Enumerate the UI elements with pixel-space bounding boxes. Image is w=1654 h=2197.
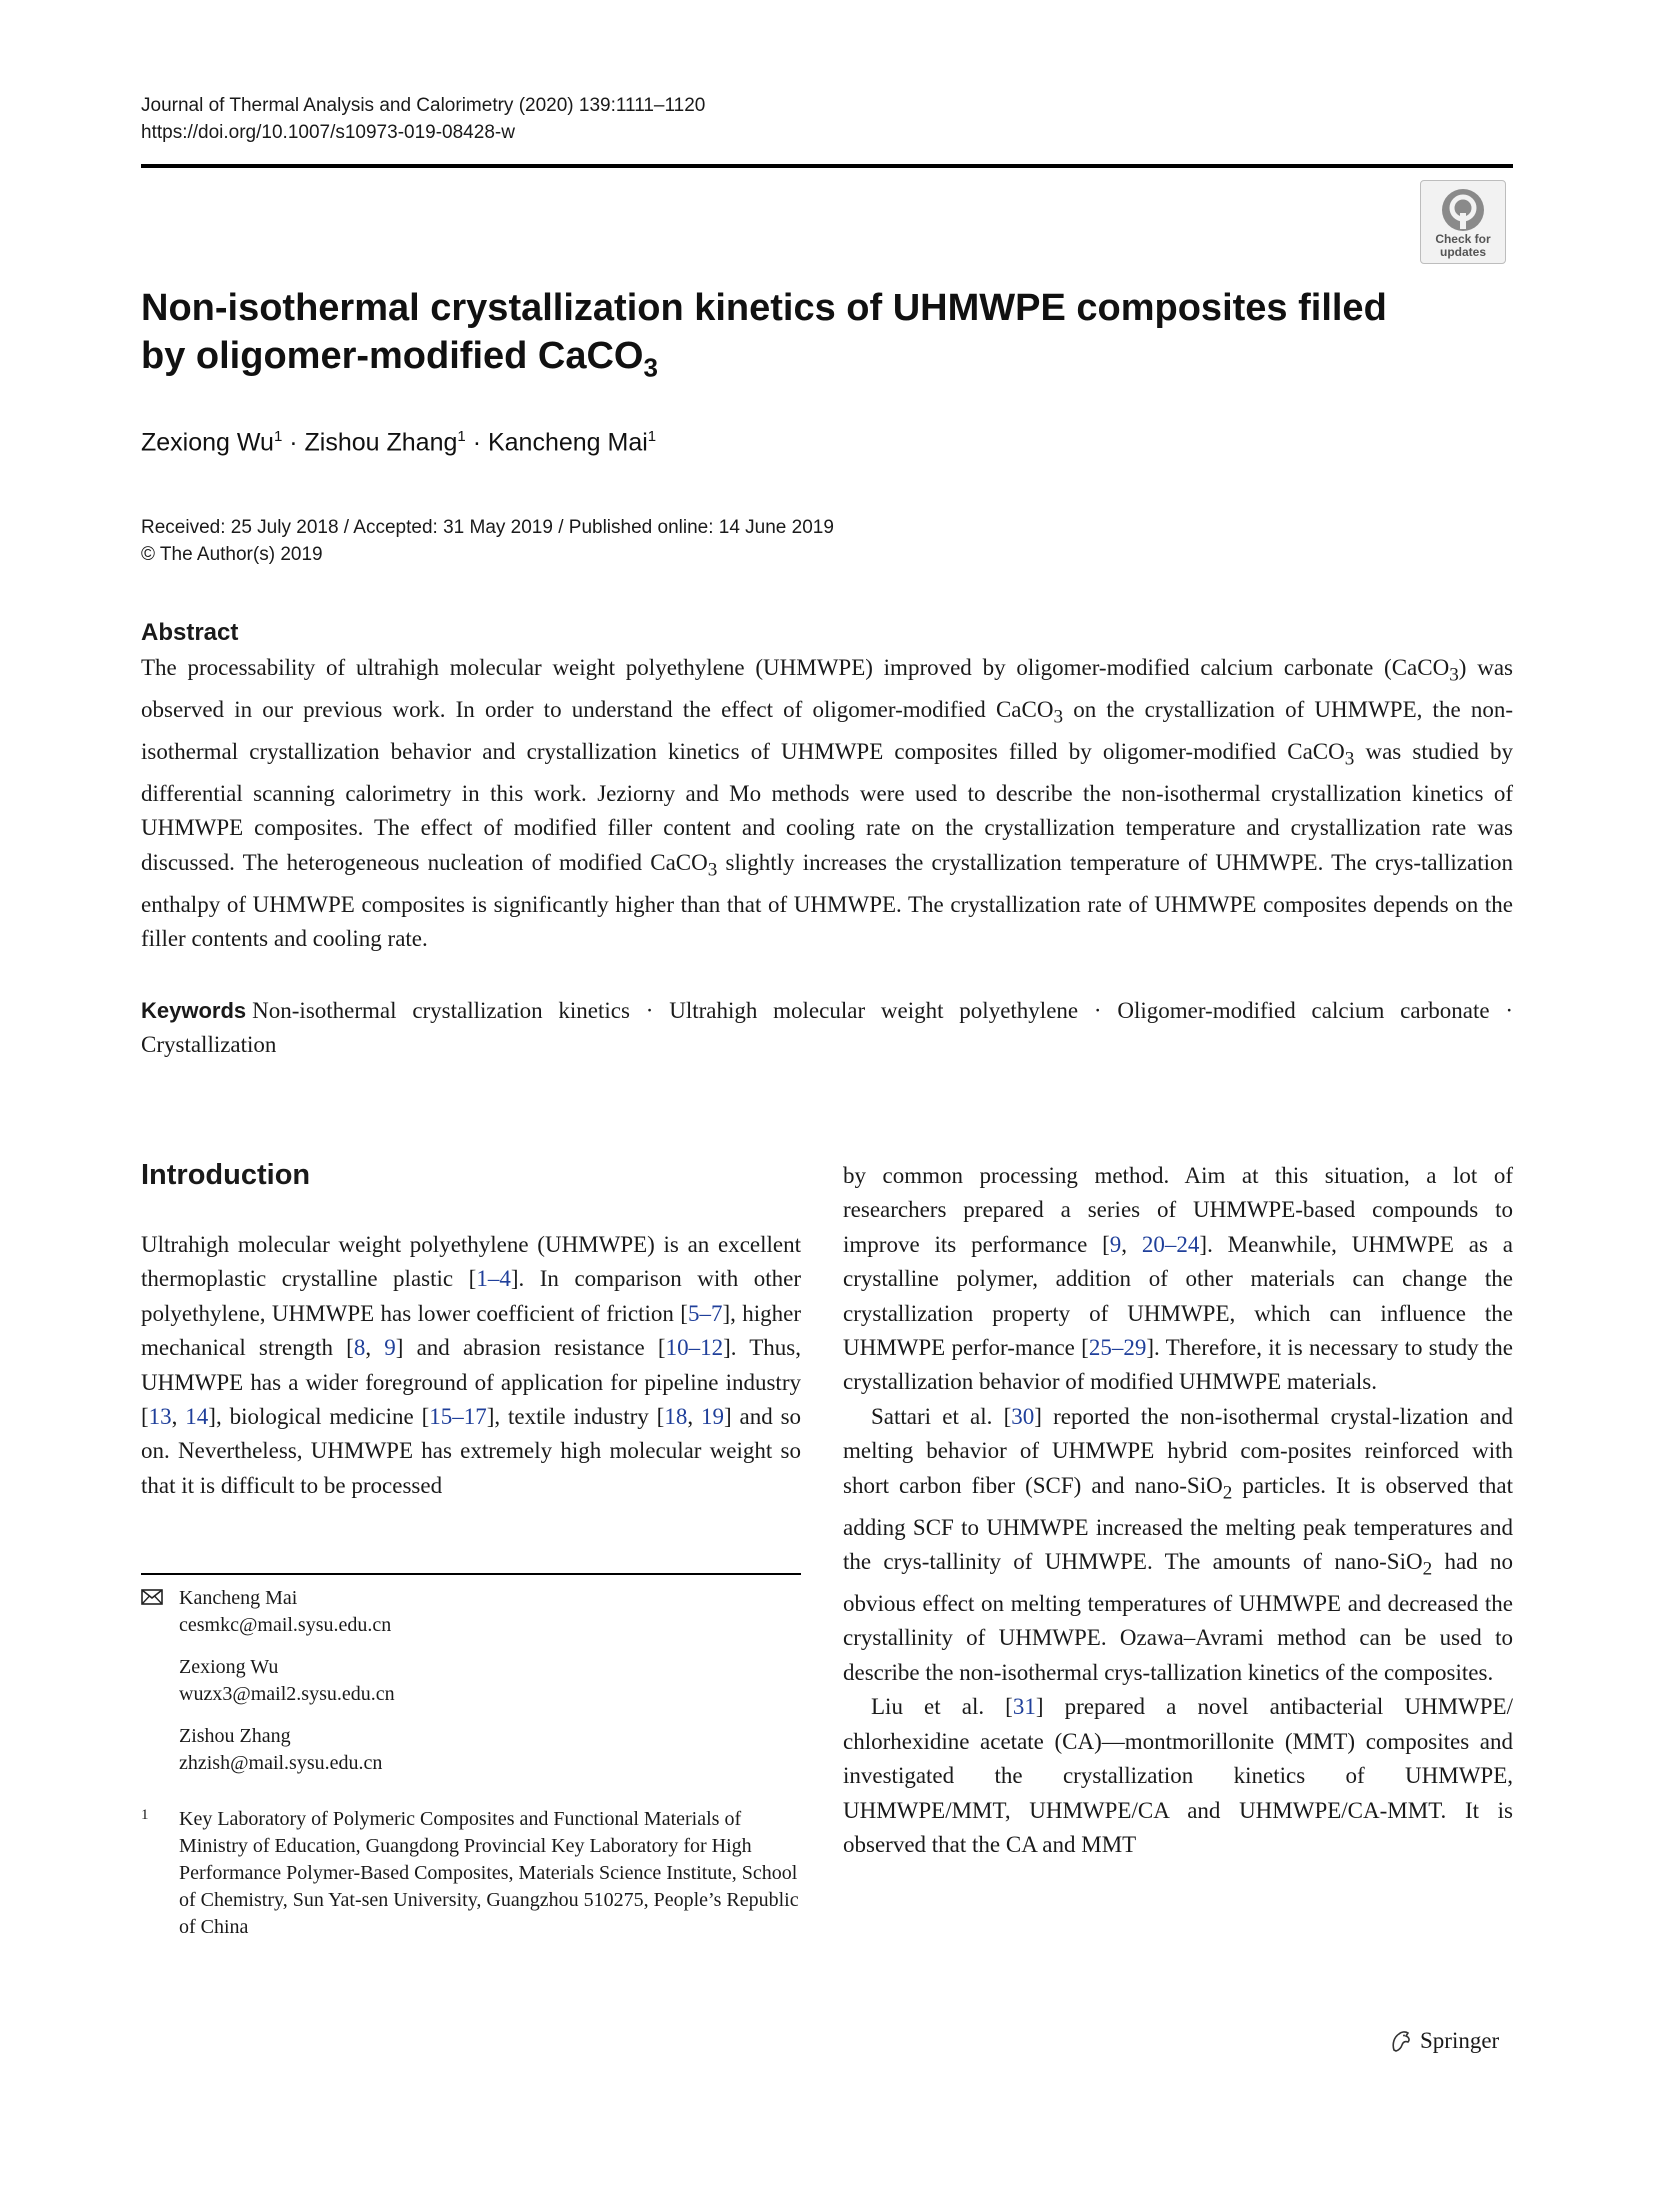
citation-link[interactable]: 25–29 <box>1088 1335 1147 1361</box>
affiliation-footnote <box>141 1806 801 1941</box>
contact-email[interactable]: wuzx3@mail2.sysu.edu.cn <box>179 1683 395 1705</box>
text-run: ], textile industry [ <box>486 1404 665 1430</box>
author-affiliation-mark: 1 <box>273 428 283 445</box>
citation-link[interactable]: 14 <box>185 1404 209 1430</box>
corresponding-contacts <box>141 1585 801 1792</box>
journal-header <box>141 92 705 146</box>
intro-paragraph <box>843 1690 1513 1862</box>
introduction-heading: Introduction <box>141 1159 311 1191</box>
affiliation-number: 1 <box>141 1807 149 1823</box>
text-run: particles. It is observed that adding SCF to UHMWPE increased the melting peak temperatures and the crys-tallinity of UHMWPE. The amounts of nano-SiO <box>843 1472 1513 1575</box>
doi-link[interactable]: https://doi.org/10.1007/s10973-019-08428-w <box>141 122 515 143</box>
text-run: Liu et al. [ <box>871 1694 1013 1720</box>
keywords-label: Keywords <box>141 998 247 1023</box>
citation-link[interactable]: 5–7 <box>687 1300 723 1326</box>
text-run: ] prepared a novel antibacterial UHMWPE/ chlorhexidine acetate (CA)—montmorillonite (MMT) composites and investigated the crystallization kinetics of UHMWPE, UHMWPE/MMT, UHMWPE/CA and UHMWPE/CA-MMT. It is observed that the CA and MMT <box>843 1694 1513 1857</box>
text-run: , <box>171 1404 186 1430</box>
dates-line: Received: 25 July 2018 / Accepted: 31 May 2019 / Published online: 14 June 2019 <box>141 517 834 538</box>
citation-link[interactable]: 19 <box>700 1404 724 1430</box>
citation-link[interactable]: 8 <box>353 1335 366 1361</box>
author-name: Zishou Zhang <box>304 428 458 457</box>
contact-entry <box>141 1654 801 1708</box>
contact-name: Zishou Zhang <box>179 1725 291 1747</box>
text-run: ] and so on. Nevertheless, UHMWPE has extremely high molecular weight so that it is difficult to be processed <box>141 1404 802 1498</box>
contact-entry <box>141 1585 801 1639</box>
citation-link[interactable]: 31 <box>1012 1694 1036 1720</box>
text-run: Sattari et al. [ <box>871 1403 1012 1429</box>
citation-link[interactable]: 18 <box>664 1404 688 1430</box>
citation-link[interactable]: 9 <box>384 1335 396 1361</box>
title-line-2: by oligomer-modified CaCO$_3$ <box>141 335 658 383</box>
text-run: Ultrahigh molecular weight polyethylene (UHMWPE) is an excellent thermoplastic crystalline plastic [ <box>141 1232 801 1292</box>
text-run: ]. Thus, UHMWPE has a wider foreground of application for pipeline industry [ <box>141 1335 802 1430</box>
badge-line-1: Check for <box>1435 232 1491 246</box>
intro-paragraph <box>141 1228 801 1503</box>
crossmark-icon <box>1440 187 1486 233</box>
text-run: ]. Therefore, it is necessary to study the crystallization behavior of modified UHMWPE materials. <box>843 1335 1513 1395</box>
citation-link[interactable]: 20–24 <box>1141 1231 1200 1257</box>
affiliation-text: Key Laboratory of Polymeric Composites and Functional Materials of Ministry of Education, Guangdong Provincial Key Laboratory for High Performance Polymer-Based Composites, Materials Science Institute, School of Chemistry, Sun Yat-sen University, Guangzhou 510275, People’s Republic of China <box>179 1808 799 1938</box>
citation-link[interactable]: 15–17 <box>429 1404 487 1430</box>
badge-line-2: updates <box>1439 245 1486 259</box>
author-name: Kancheng Mai <box>487 428 648 457</box>
text-run: ], biological medicine [ <box>208 1404 430 1430</box>
text-run: ]. In comparison with other polyethylene, UHMWPE has lower coefficient of friction [ <box>141 1266 801 1326</box>
text-run: , <box>1121 1231 1142 1257</box>
envelope-icon <box>141 1589 163 1605</box>
text-run: by common processing method. Aim at this situation, a lot of researchers prepared a series of UHMWPE-based compounds to improve its performance [ <box>843 1163 1513 1257</box>
intro-paragraph <box>843 1159 1513 1400</box>
citation-link[interactable]: 30 <box>1011 1403 1035 1429</box>
intro-paragraph <box>843 1400 1513 1690</box>
copyright-line: © The Author(s) 2019 <box>141 544 323 565</box>
publisher-logo <box>1388 2028 1499 2054</box>
publication-dates <box>141 514 834 568</box>
contact-name: Kancheng Mai <box>179 1587 298 1609</box>
text-run: ] and abrasion resistance [ <box>395 1335 666 1361</box>
author-affiliation-mark: 1 <box>647 428 657 445</box>
title-line-1: Non-isothermal crystallization kinetics of UHMWPE composites filled <box>141 287 1387 329</box>
author-affiliation-mark: 1 <box>457 428 466 445</box>
contact-name: Zexiong Wu <box>179 1656 279 1678</box>
text-run: had no obvious effect on melting temperatures of UHMWPE and decreased the crystallinity of UHMWPE. Ozawa–Avrami method can be used to describe the non-isothermal crys-tallization kinetics of the composites. <box>843 1549 1513 1685</box>
citation-link[interactable]: 13 <box>148 1404 172 1430</box>
text-run: ]. Meanwhile, UHMWPE as a crystalline polymer, addition of other materials can change the crystallization property of UHMWPE, which can influence the UHMWPE perfor-mance [ <box>843 1231 1514 1361</box>
right-column <box>843 1159 1513 1862</box>
subscript: 2 <box>1422 1558 1433 1580</box>
text-run: ], higher mechanical strength [ <box>141 1300 801 1361</box>
check-for-updates-badge[interactable] <box>1420 180 1506 264</box>
text-run: , <box>365 1335 385 1361</box>
paper-title <box>141 284 1441 392</box>
text-run: , <box>687 1404 701 1430</box>
author-name: Zexiong Wu <box>141 428 274 457</box>
contact-email[interactable]: zhzish@mail.sysu.edu.cn <box>179 1752 383 1774</box>
citation-link[interactable]: 9 <box>1109 1231 1122 1257</box>
keywords-text: Non-isothermal crystallization kinetics · Ultrahigh molecular weight polyethylene · Oligomer-modified calcium carbonate · Crystallization <box>141 998 1513 1058</box>
journal-citation: Journal of Thermal Analysis and Calorimetry (2020) 139:1111–1120 <box>141 95 706 116</box>
keywords <box>141 994 1513 1063</box>
author-separator: · <box>289 428 298 457</box>
contact-entry <box>141 1723 801 1777</box>
contact-email[interactable]: cesmkc@mail.sysu.edu.cn <box>179 1614 392 1636</box>
publisher-name: Springer <box>1420 2028 1500 2053</box>
citation-link[interactable]: 1–4 <box>476 1266 511 1292</box>
left-column <box>141 1228 801 1503</box>
header-rule <box>141 164 1513 168</box>
subscript: 2 <box>1222 1482 1233 1504</box>
springer-horse-icon <box>1388 2028 1414 2054</box>
text-run: ] reported the non-isothermal crystal-lization and melting behavior of UHMWPE hybrid com-posites reinforced with short carbon fiber (SCF) and nano-SiO <box>843 1403 1513 1498</box>
author-separator: · <box>472 428 482 457</box>
footnote-rule <box>141 1573 801 1575</box>
abstract-body: The processability of ultrahigh molecular weight polyethylene (UHMWPE) improved by oligomer-modified calcium carbonate (CaCO$_3$) was observed in our previous work. In order to understand the effect of oligomer-modified CaCO$_3$ on the crystallization of UHMWPE, the non-isothermal crystallization behavior and crystallization kinetics of UHMWPE composites filled by oligomer-modified CaCO$_3$ was studied by differential scanning calorimetry in this work. Jeziorny and Mo methods were used to describe the non-isothermal crystallization kinetics of UHMWPE composites. The effect of modified filler content and cooling rate on the crystallization temperature and crystallization rate was discussed. The heterogeneous nucleation of modified CaCO$_3$ slightly increases the crystallization temperature of UHMWPE. The crys-tallization enthalpy of UHMWPE composites is significantly higher than that of UHMWPE. The crystallization rate of UHMWPE composites depends on the filler contents and cooling rate. <box>141 655 1513 952</box>
author-list <box>141 428 656 457</box>
citation-link[interactable]: 10–12 <box>665 1335 724 1361</box>
abstract-heading: Abstract <box>141 619 239 646</box>
